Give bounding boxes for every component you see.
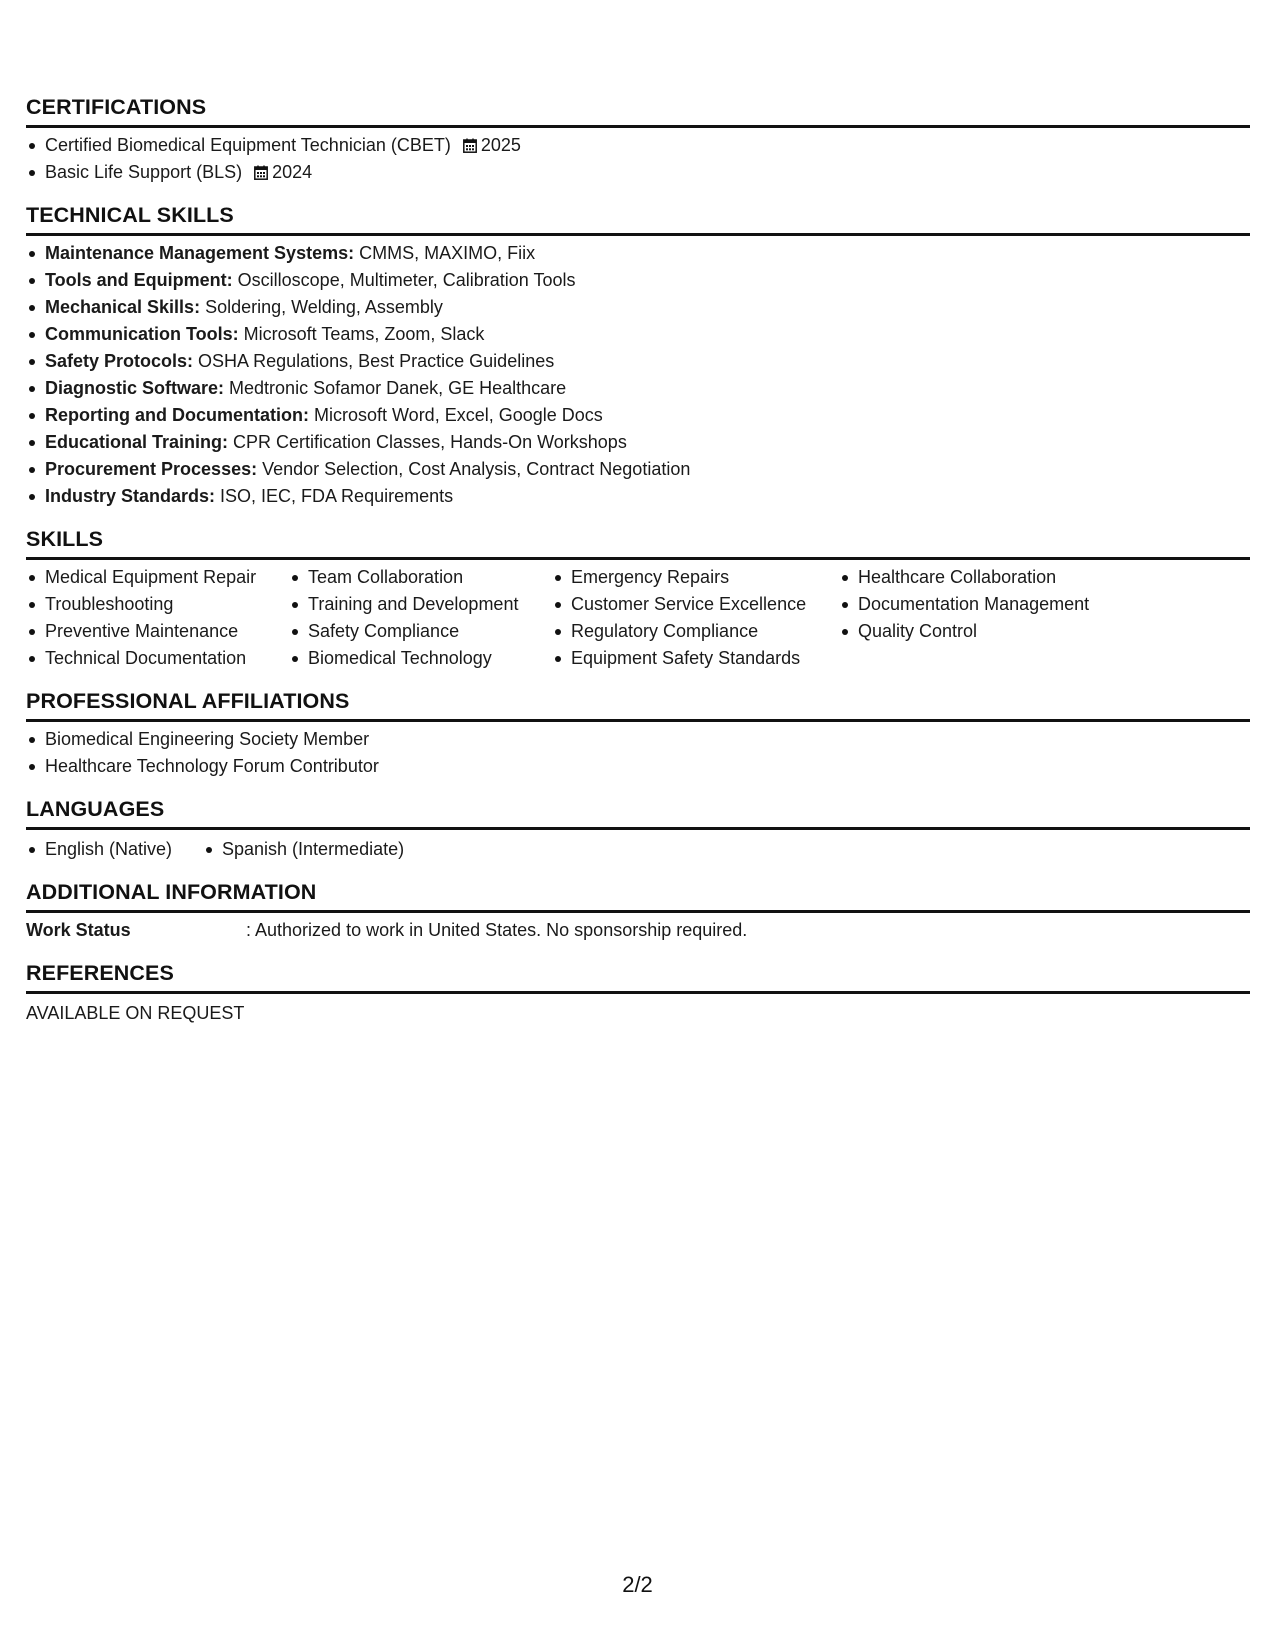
technical-skill-label: Communication Tools: bbox=[45, 324, 239, 344]
technical-skill-value: CPR Certification Classes, Hands-On Workshops bbox=[228, 432, 627, 452]
technical-skill-item bbox=[26, 429, 1250, 456]
language-column bbox=[26, 836, 203, 863]
affiliation-item: Biomedical Engineering Society Member bbox=[26, 726, 1250, 753]
technical-skill-label: Maintenance Management Systems: bbox=[45, 243, 355, 263]
technical-skill-value: OSHA Regulations, Best Practice Guidelines bbox=[193, 351, 555, 371]
certifications-list bbox=[26, 132, 1250, 186]
skill-item: Preventive Maintenance bbox=[26, 618, 289, 645]
language-column bbox=[203, 836, 404, 863]
skill-item: Safety Compliance bbox=[289, 618, 552, 645]
technical-skill-label: Diagnostic Software: bbox=[45, 378, 225, 398]
technical-skill-value: Microsoft Word, Excel, Google Docs bbox=[309, 405, 603, 425]
technical-skills-section bbox=[26, 202, 1250, 510]
certification-year: 2024 bbox=[272, 162, 313, 182]
skill-item: Troubleshooting bbox=[26, 591, 289, 618]
certification-year: 2025 bbox=[480, 135, 521, 155]
language-item: Spanish (Intermediate) bbox=[203, 836, 404, 863]
technical-skill-value: Vendor Selection, Cost Analysis, Contract Negotiation bbox=[257, 459, 691, 479]
technical-skill-value: Medtronic Sofamor Danek, GE Healthcare bbox=[224, 378, 567, 398]
skill-item: Biomedical Technology bbox=[289, 645, 552, 672]
skills-section bbox=[26, 526, 1250, 672]
affiliations-section bbox=[26, 688, 1250, 780]
page-number: 2/2 bbox=[622, 1572, 653, 1597]
technical-skill-label: Procurement Processes: bbox=[45, 459, 258, 479]
skill-item: Quality Control bbox=[839, 618, 1119, 645]
technical-skill-item bbox=[26, 402, 1250, 429]
affiliation-item: Healthcare Technology Forum Contributor bbox=[26, 753, 1250, 780]
skills-column bbox=[552, 564, 839, 672]
technical-skill-value: Oscilloscope, Multimeter, Calibration Tools bbox=[232, 270, 576, 290]
technical-skill-label: Reporting and Documentation: bbox=[45, 405, 309, 425]
skill-item: Emergency Repairs bbox=[552, 564, 839, 591]
technical-skill-label: Industry Standards: bbox=[45, 486, 216, 506]
technical-skill-label: Mechanical Skills: bbox=[45, 297, 201, 317]
technical-skill-item bbox=[26, 348, 1250, 375]
affiliations-heading: PROFESSIONAL AFFILIATIONS bbox=[26, 688, 1250, 722]
technical-skill-value: Soldering, Welding, Assembly bbox=[200, 297, 443, 317]
references-heading: REFERENCES bbox=[26, 960, 1250, 994]
skills-column bbox=[289, 564, 552, 672]
affiliations-list bbox=[26, 726, 1250, 780]
skill-item: Customer Service Excellence bbox=[552, 591, 839, 618]
skill-item: Medical Equipment Repair bbox=[26, 564, 289, 591]
certifications-section bbox=[26, 94, 1250, 186]
technical-skill-item bbox=[26, 375, 1250, 402]
technical-skill-item bbox=[26, 483, 1250, 510]
languages-section bbox=[26, 796, 1250, 863]
skill-item: Team Collaboration bbox=[289, 564, 552, 591]
skills-column bbox=[26, 564, 289, 672]
technical-skill-item bbox=[26, 240, 1250, 267]
certification-item bbox=[26, 132, 1250, 159]
technical-skill-item bbox=[26, 456, 1250, 483]
skill-item: Technical Documentation bbox=[26, 645, 289, 672]
certification-name: Basic Life Support (BLS) bbox=[45, 162, 243, 182]
skills-column bbox=[839, 564, 1119, 672]
technical-skill-item bbox=[26, 294, 1250, 321]
technical-skill-item bbox=[26, 267, 1250, 294]
resume-page bbox=[26, 94, 1250, 1027]
skill-item: Documentation Management bbox=[839, 591, 1119, 618]
skills-grid bbox=[26, 564, 1250, 672]
certifications-heading: CERTIFICATIONS bbox=[26, 94, 1250, 128]
skills-heading: SKILLS bbox=[26, 526, 1250, 560]
work-status-label: Work Status bbox=[26, 920, 131, 940]
language-item: English (Native) bbox=[26, 836, 203, 863]
references-section bbox=[26, 960, 1250, 1027]
technical-skills-list bbox=[26, 240, 1250, 510]
work-status-value: : Authorized to work in United States. No sponsorship required. bbox=[246, 920, 748, 940]
additional-info-section bbox=[26, 879, 1250, 944]
languages-list bbox=[26, 836, 1250, 863]
skill-item: Training and Development bbox=[289, 591, 552, 618]
certification-item bbox=[26, 159, 1250, 186]
technical-skill-label: Safety Protocols: bbox=[45, 351, 194, 371]
technical-skill-label: Educational Training: bbox=[45, 432, 229, 452]
technical-skill-value: Microsoft Teams, Zoom, Slack bbox=[238, 324, 485, 344]
work-status-row bbox=[26, 917, 1250, 944]
additional-info-heading: ADDITIONAL INFORMATION bbox=[26, 879, 1250, 913]
technical-skill-value: ISO, IEC, FDA Requirements bbox=[215, 486, 454, 506]
languages-heading: LANGUAGES bbox=[26, 796, 1250, 830]
calendar-icon bbox=[463, 134, 477, 149]
technical-skill-label: Tools and Equipment: bbox=[45, 270, 233, 290]
calendar-icon bbox=[254, 161, 268, 176]
skill-item: Regulatory Compliance bbox=[552, 618, 839, 645]
skill-item: Healthcare Collaboration bbox=[839, 564, 1119, 591]
skill-item: Equipment Safety Standards bbox=[552, 645, 839, 672]
technical-skill-item bbox=[26, 321, 1250, 348]
technical-skills-heading: TECHNICAL SKILLS bbox=[26, 202, 1250, 236]
technical-skill-value: CMMS, MAXIMO, Fiix bbox=[354, 243, 536, 263]
certification-name: Certified Biomedical Equipment Technician (CBET) bbox=[45, 135, 451, 155]
references-text: AVAILABLE ON REQUEST bbox=[26, 1003, 245, 1023]
